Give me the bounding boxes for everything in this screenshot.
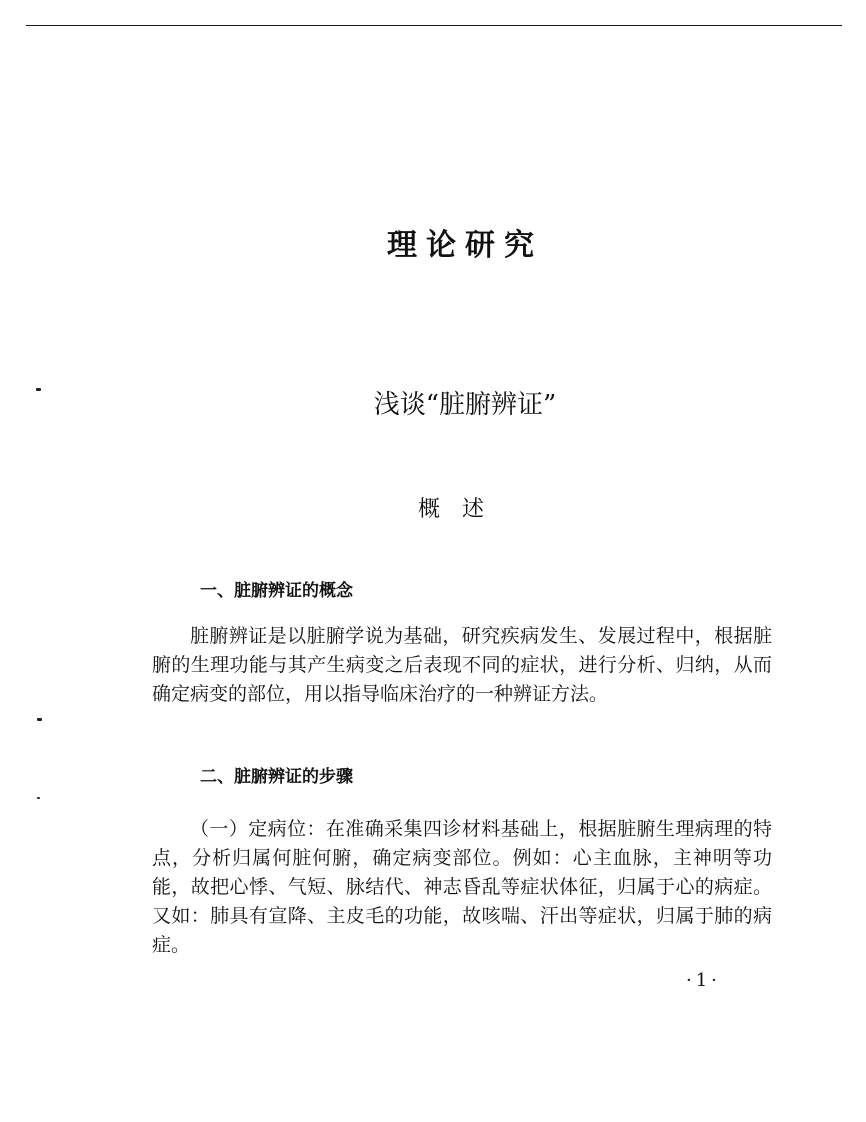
scan-speck xyxy=(37,797,40,799)
scan-speck xyxy=(37,718,42,721)
overview-subtitle: 概述 xyxy=(417,497,506,522)
heading-concept: 一、脏腑辨证的概念 xyxy=(200,581,353,601)
scan-speck xyxy=(36,388,41,391)
page-number: ·1· xyxy=(686,970,721,991)
section-title: 理论研究 xyxy=(387,228,543,263)
heading-steps: 二、脏腑辨证的步骤 xyxy=(200,767,353,787)
article-title: 浅谈“脏腑辨证” xyxy=(373,390,557,420)
top-rule xyxy=(26,25,842,26)
paragraph-concept: 脏腑辨证是以脏腑学说为基础，研究疾病发生、发展过程中，根据脏腑的生理功能与其产生病变之后表现不同的症状，进行分析、归纳，从而确定病变的部位，用以指导临床治疗的一种辨证方法。 xyxy=(152,625,772,705)
paragraph-steps: （一）定病位：在准确采集四诊材料基础上，根据脏腑生理病理的特点，分析归属何脏何腑，确定病变部位。例如：心主血脉，主神明等功能，故把心悸、气短、脉结代、神志昏乱等症状体征，归属于心的病症。又如：肺具有宣降、主皮毛的功能，故咳喘、汗出等症状，归属于肺的病症。 xyxy=(152,818,772,956)
